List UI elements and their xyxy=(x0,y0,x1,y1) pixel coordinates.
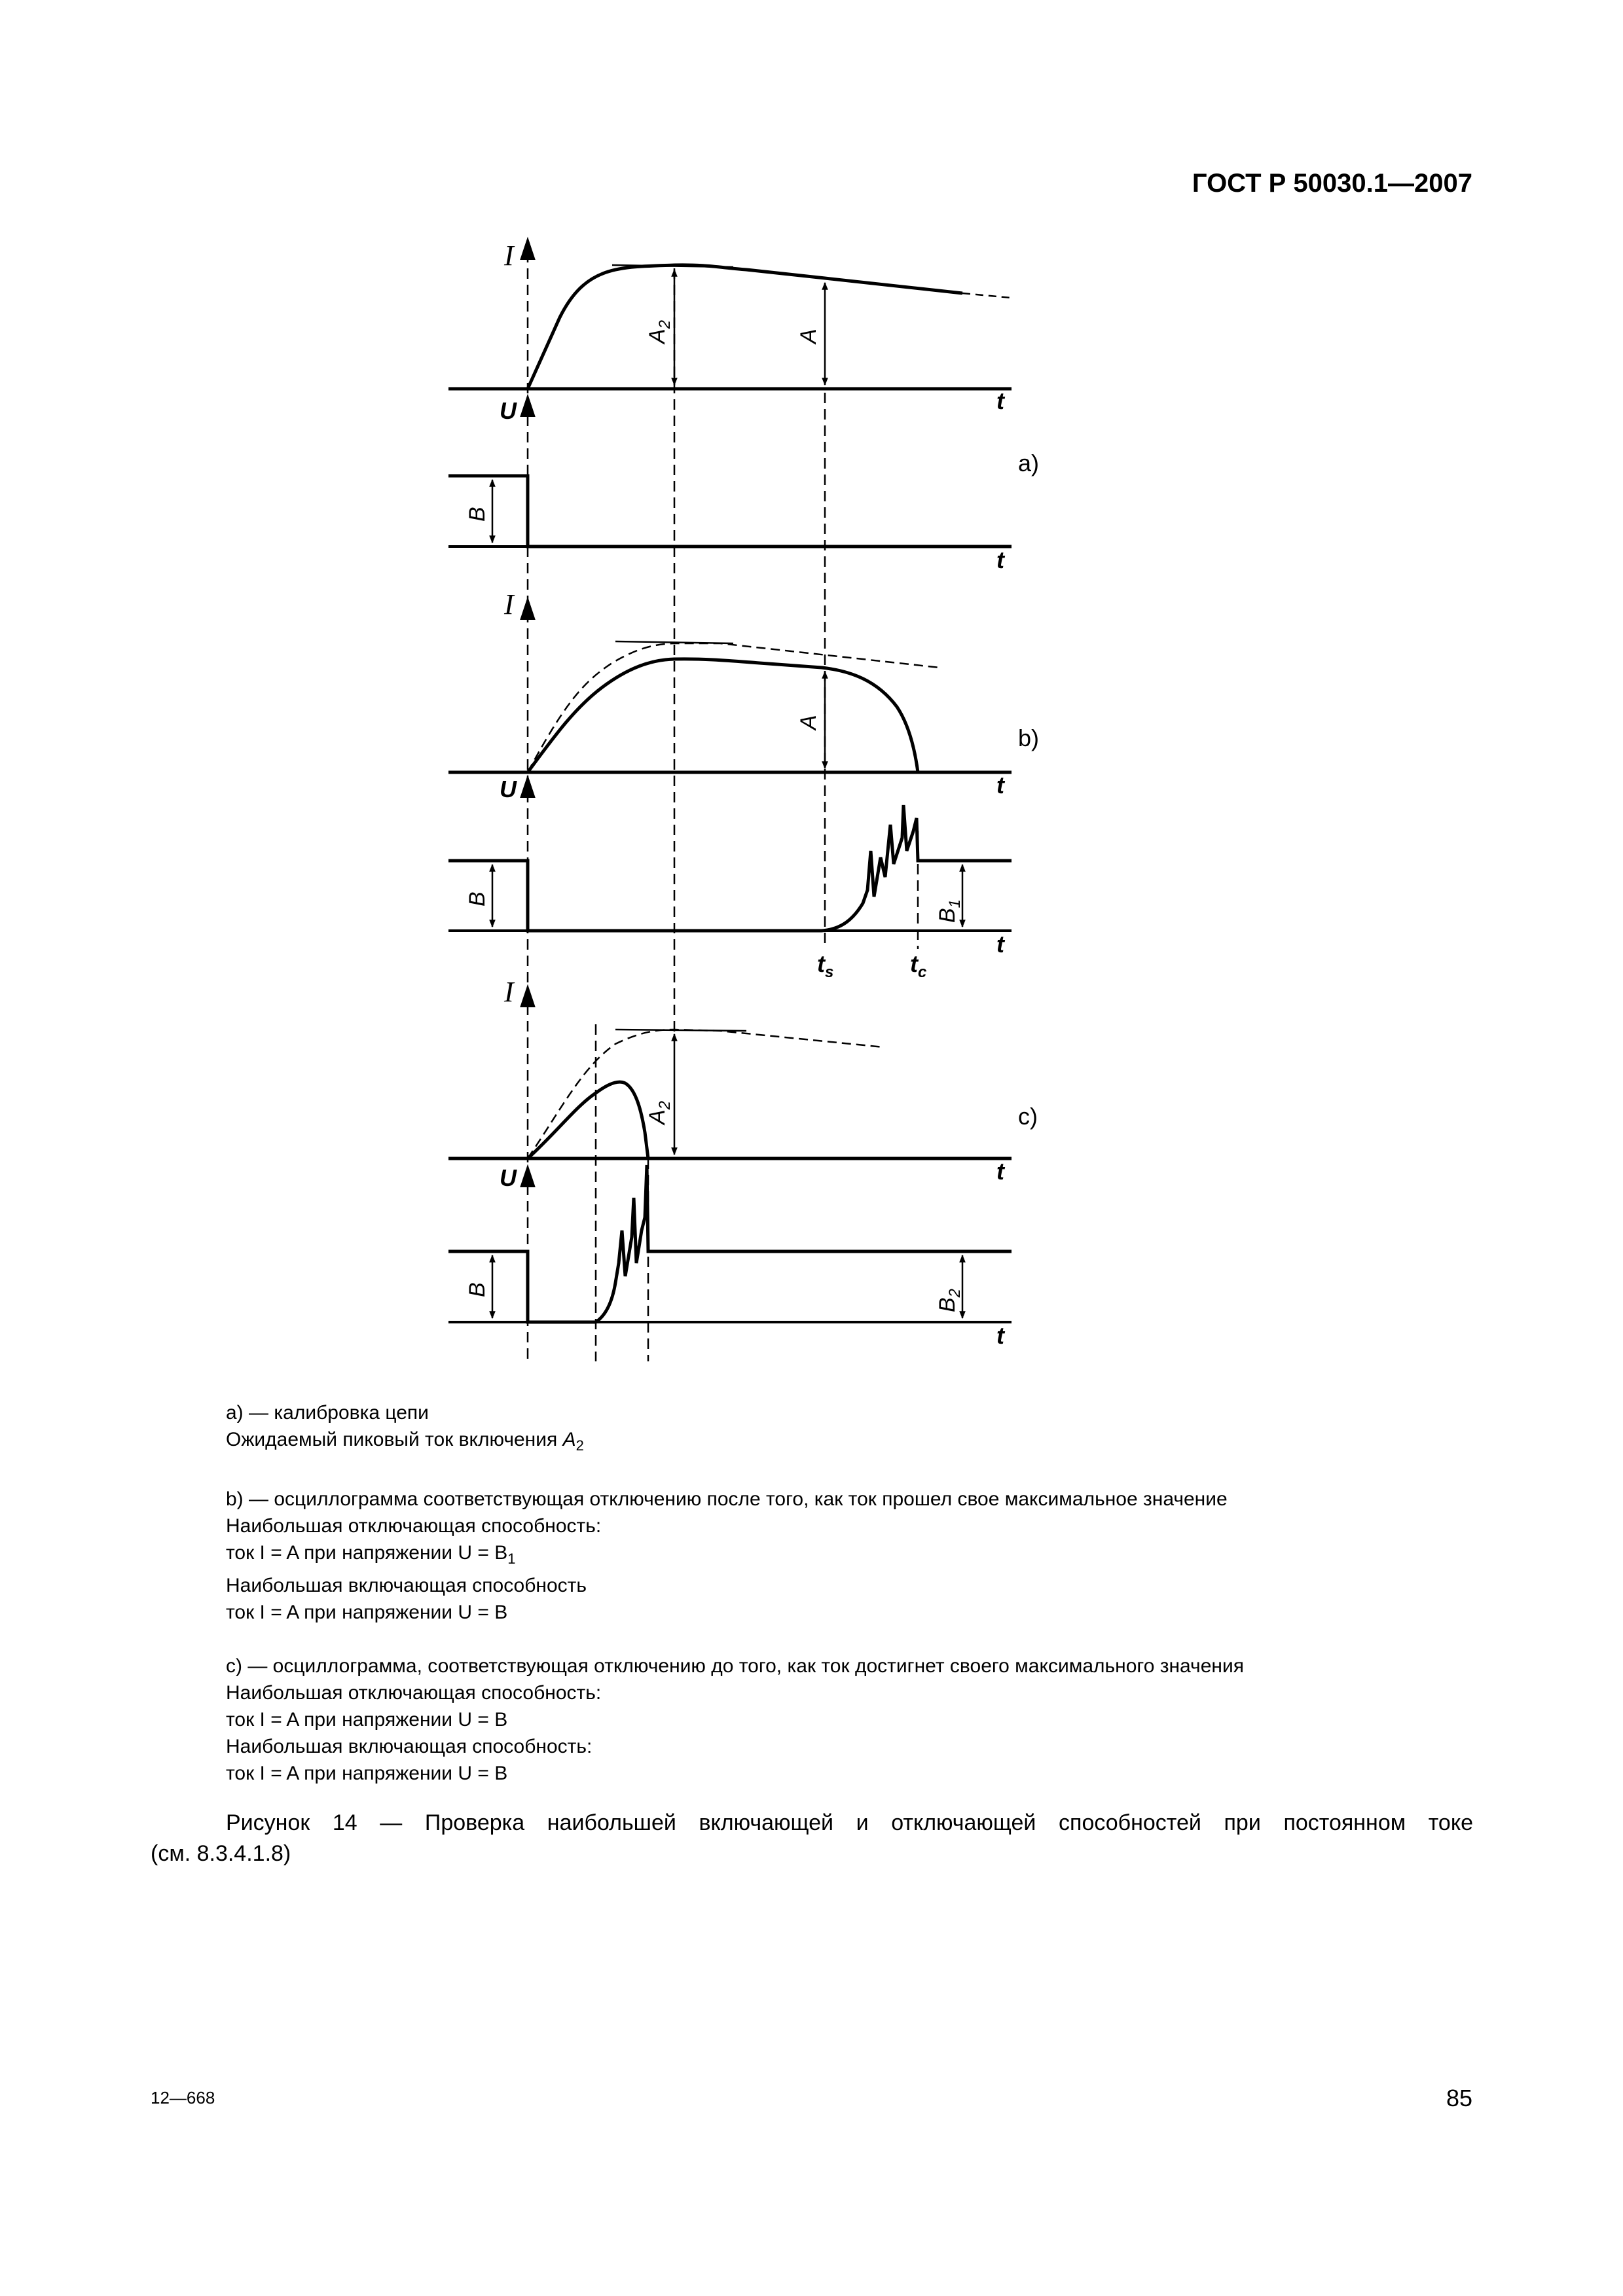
label-U-b: U xyxy=(500,776,517,802)
page-number: 85 xyxy=(1446,2085,1472,2111)
legend-c-breaking: Наибольшая отключающая способность: xyxy=(226,1682,602,1704)
legend-b-title: b) — осциллограмма соответствующая отключению после того, как ток прошел свое максимальное значение xyxy=(226,1488,1228,1510)
label-I-b: I xyxy=(504,588,514,620)
label-t-a2: t xyxy=(996,547,1004,573)
prospective-curve-c xyxy=(528,1030,884,1158)
panel-label-a: a) xyxy=(1018,450,1040,476)
current-curve-c xyxy=(448,1082,1012,1158)
document-number: ГОСТ Р 50030.1—2007 xyxy=(1192,169,1472,198)
label-t-c2: t xyxy=(996,1322,1004,1349)
label-I-c: I xyxy=(504,976,514,1008)
label-I-a: I xyxy=(504,240,514,272)
label-B-c: B xyxy=(465,1282,490,1297)
current-axis-c-arrow xyxy=(522,988,534,1006)
label-A2-c: $A_2$ xyxy=(645,1100,674,1124)
legend-c-title: c) — осциллограмма, соответствующая отключению до того, как ток достигнет своего максимального значения xyxy=(226,1655,1244,1677)
legend-b-making: Наибольшая включающая способность xyxy=(226,1575,587,1596)
label-tc: $t_c$ xyxy=(910,950,927,981)
legend-a-line: Ожидаемый пиковый ток включения $A_2$ xyxy=(226,1429,584,1454)
voltage-axis-a-arrow xyxy=(522,398,534,416)
label-t-c1: t xyxy=(996,1158,1004,1185)
label-A2-a: $A_2$ xyxy=(645,319,674,344)
label-B1-b: $B_1$ xyxy=(935,899,964,923)
label-ts: $t_s$ xyxy=(817,950,834,981)
voltage-curve-c xyxy=(448,1165,1012,1322)
current-curve-a xyxy=(448,265,962,389)
figure-legend xyxy=(226,1399,1470,1787)
legend-b-making-value: ток I = A при напряжении U = B xyxy=(226,1602,508,1623)
voltage-axis-c-arrow xyxy=(522,1168,534,1186)
legend-c-making-value: ток I = A при напряжении U = B xyxy=(226,1763,508,1784)
voltage-axis-b-arrow xyxy=(522,779,534,797)
voltage-curve-b xyxy=(448,805,1012,931)
tangent-b xyxy=(615,641,733,643)
caption-line-2: (см. 8.3.4.1.8) xyxy=(151,1841,291,1866)
current-axis-b-arrow xyxy=(522,601,534,619)
tangent-c xyxy=(615,1030,746,1031)
label-B-a: B xyxy=(465,507,490,522)
legend-a-title: а) — калибровка цепи xyxy=(226,1402,429,1424)
voltage-curve-a xyxy=(448,476,1012,547)
panel-b xyxy=(448,641,1012,931)
legend-b-breaking-value: ток I = A при напряжении $U = B_1$ xyxy=(226,1542,516,1567)
label-U-a: U xyxy=(500,397,517,424)
label-t-b1: t xyxy=(996,772,1004,798)
caption-line-1: Рисунок 14 — Проверка наибольшей включающей и отключающей способностей при постоянном токе xyxy=(226,1810,1473,1835)
legend-c-breaking-value: ток I = A при напряжении U = B xyxy=(226,1709,508,1731)
legend-c-making: Наибольшая включающая способность: xyxy=(226,1736,593,1757)
panel-label-c: c) xyxy=(1018,1103,1038,1130)
panel-label-b: b) xyxy=(1018,725,1040,751)
current-curve-b xyxy=(448,659,1012,772)
label-A-b: A xyxy=(796,715,821,730)
label-t-a1: t xyxy=(996,387,1004,414)
label-A-a: A xyxy=(796,329,821,344)
label-B2-c: $B_2$ xyxy=(935,1288,964,1312)
legend-b-breaking: Наибольшая отключающая способность: xyxy=(226,1515,602,1537)
label-t-b2: t xyxy=(996,931,1004,958)
panel-a xyxy=(448,265,1012,547)
footer-code: 12—668 xyxy=(151,2088,215,2108)
prospective-curve-b xyxy=(528,643,939,772)
figure-caption xyxy=(151,1808,1473,1869)
label-U-c: U xyxy=(500,1164,517,1191)
tail-a xyxy=(962,293,1012,298)
current-axis-a-arrow xyxy=(522,241,534,259)
label-B-b: B xyxy=(465,891,490,906)
panel-c xyxy=(448,1030,1012,1322)
